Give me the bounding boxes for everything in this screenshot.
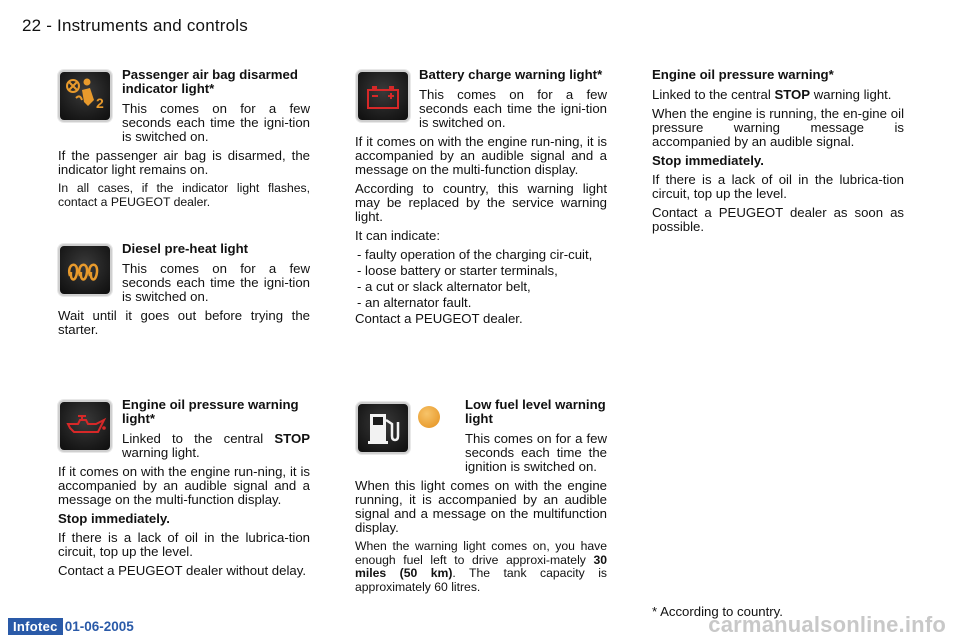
oil-right-text-4: If there is a lack of oil in the lubrica-tion circuit, top up the level. xyxy=(652,172,904,201)
list-item: - loose battery or starter terminals, xyxy=(357,263,558,278)
airbag-title: Passenger air bag disarmed indicator light* xyxy=(122,67,298,96)
oil-left-text-1: Linked to the central STOP warning light. xyxy=(122,431,310,460)
svg-text:2: 2 xyxy=(96,95,104,111)
fuel-text-2: When this light comes on with the engine running, it is accompanied by an audible signal and a message on the multifunction display. xyxy=(355,478,607,535)
list-item: - a cut or slack alternator belt, xyxy=(357,279,531,294)
oil-left-text-4: If there is a lack of oil in the lubrica-tion circuit, top up the level. xyxy=(58,530,310,559)
oil-left-title: Engine oil pressure warning light* xyxy=(122,397,299,426)
footer-date: 01-06-2005 xyxy=(64,619,134,634)
list-item: - faulty operation of the charging cir-cuit, xyxy=(357,247,593,262)
airbag-text-3: In all cases, if the indicator light flashes, contact a PEUGEOT dealer. xyxy=(58,181,310,209)
airbag-text-1: This comes on for a few seconds each time the igni-tion is switched on. xyxy=(122,101,310,144)
oil-right-stop: Stop immediately. xyxy=(652,153,764,168)
oil-right-text-1: Linked to the central STOP warning light. xyxy=(652,87,892,102)
oil-left-text-2: If it comes on with the engine run-ning, it is accompanied by an audible signal and a message on the multi-function display. xyxy=(58,464,310,507)
airbag-text-2: If the passenger air bag is disarmed, the indicator light remains on. xyxy=(58,148,310,177)
oil-left-stop: Stop immediately. xyxy=(58,511,170,526)
diesel-section xyxy=(58,242,310,342)
fuel-section xyxy=(355,398,607,599)
oil-right-text-2: When the engine is running, the en-gine oil pressure warning message is accompanied by an audible signal. xyxy=(652,106,904,149)
fuel-range: 30 miles (50 km) xyxy=(355,552,607,580)
oil-left-section xyxy=(58,398,310,583)
battery-fault-list xyxy=(355,248,607,310)
battery-text-1: This comes on for a few seconds each time the igni-tion is switched on. xyxy=(419,87,607,130)
oil-right-title: Engine oil pressure warning* xyxy=(652,67,834,82)
fuel-title: Low fuel level warning light xyxy=(465,397,606,426)
battery-text-2: If it comes on with the engine run-ning, it is accompanied by an audible signal and a message on the multi-function display. xyxy=(355,134,607,177)
stop-label: STOP xyxy=(274,431,310,446)
watermark: carmanualsonline.info xyxy=(708,612,946,637)
diesel-text-1: This comes on for a few seconds each time the igni-tion is switched on. xyxy=(122,261,310,304)
oil-right-section xyxy=(652,68,904,239)
battery-text-4: It can indicate: xyxy=(355,228,441,243)
infotec-logo: Infotec xyxy=(8,618,63,635)
fuel-text-3: When the warning light comes on, you have enough fuel left to drive approxi-mately 30 miles (50 km). The tank capacity is approximately 60 litres. xyxy=(355,539,607,594)
battery-section xyxy=(355,68,607,331)
page-title: 22 - Instruments and controls xyxy=(22,16,248,35)
battery-text-5: Contact a PEUGEOT dealer. xyxy=(355,311,523,326)
fuel-text-1: This comes on for a few seconds each time the ignition is switched on. xyxy=(465,431,607,474)
stop-label: STOP xyxy=(774,87,811,102)
list-item: - an alternator fault. xyxy=(357,295,472,310)
oil-right-text-5: Contact a PEUGEOT dealer as soon as possible. xyxy=(652,205,904,234)
airbag-section xyxy=(58,68,310,214)
diesel-text-2: Wait until it goes out before trying the starter. xyxy=(58,308,310,337)
battery-title: Battery charge warning light* xyxy=(419,67,603,82)
footer xyxy=(8,618,134,635)
footnote: * According to country. xyxy=(652,604,783,619)
oil-left-text-5: Contact a PEUGEOT dealer without delay. xyxy=(58,563,306,578)
battery-text-3: According to country, this warning light may be replaced by the service warning light. xyxy=(355,181,607,224)
diesel-title: Diesel pre-heat light xyxy=(122,241,249,256)
